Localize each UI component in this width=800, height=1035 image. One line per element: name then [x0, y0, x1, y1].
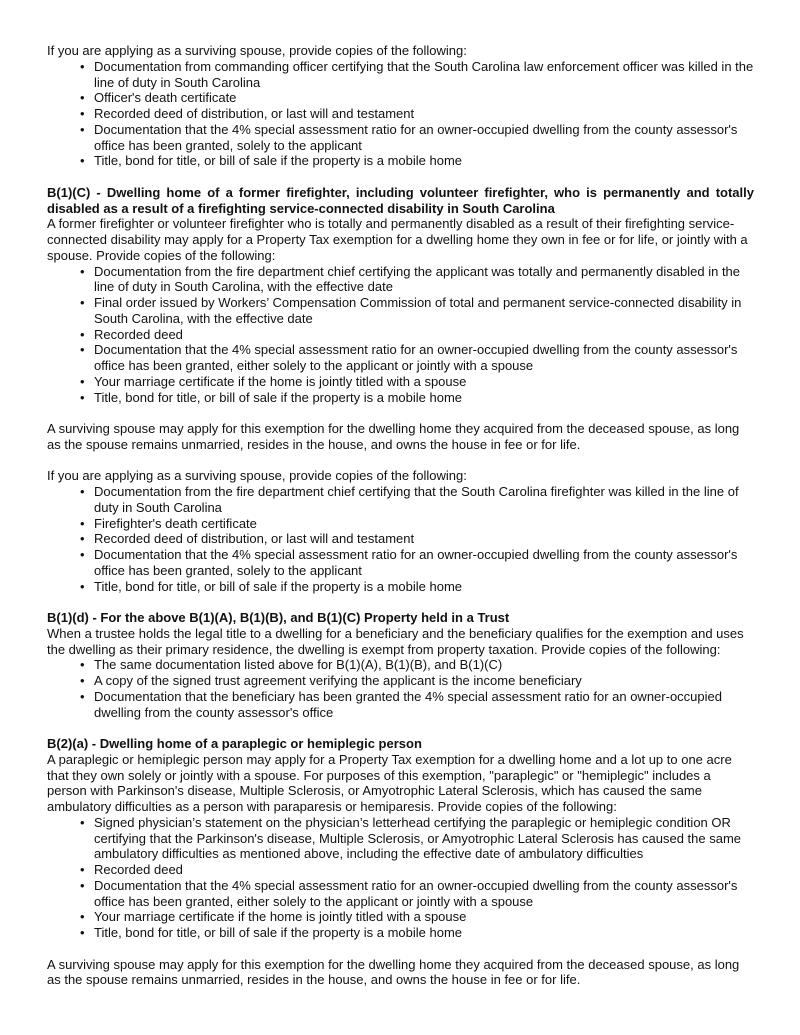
bullet-icon: • — [80, 484, 85, 499]
section-heading: B(2)(a) - Dwelling home of a paraplegic or hemiplegic person — [47, 736, 422, 751]
bullet-list — [47, 815, 754, 941]
list-item-text: Title, bond for title, or bill of sale if the property is a mobile home — [94, 925, 463, 940]
bullet-icon: • — [80, 153, 85, 169]
list-item-text: The same documentation listed above for B(1)(A), B(1)(B), and B(1)(C) — [94, 657, 503, 673]
list-item — [47, 689, 754, 721]
list-item-text: Officer's death certificate — [94, 90, 237, 106]
list-item-text: Documentation that the beneficiary has been granted the 4% special assessment ratio for an owner-occupied dwelling from the county assessor's office — [94, 688, 722, 720]
bullet-icon: • — [80, 925, 85, 940]
bullet-icon: • — [80, 877, 85, 893]
list-item — [47, 390, 754, 406]
list-item — [47, 547, 754, 579]
list-item-text: Firefighter's death certificate — [94, 515, 257, 531]
document-page — [47, 43, 754, 988]
bullet-icon: • — [80, 389, 85, 405]
list-item-text: Documentation from commanding officer certifying that the South Carolina law enforcement officer was killed in the line of duty in South Carolina — [94, 58, 754, 90]
bullet-icon: • — [80, 295, 85, 310]
list-item-text: Final order issued by Workers’ Compensation Commission of total and permanent service-connected disability in South Carolina, with the effective date — [94, 295, 742, 326]
bullet-icon: • — [80, 578, 85, 594]
list-item-text: Recorded deed — [94, 326, 183, 342]
list-item-text: Recorded deed of distribution, or last will and testament — [94, 106, 415, 121]
bullet-icon: • — [80, 373, 85, 389]
bullet-icon: • — [80, 263, 85, 279]
list-item — [47, 264, 754, 296]
list-item-text: Your marriage certificate if the home is jointly titled with a spouse — [94, 909, 467, 925]
list-item-text: Documentation that the 4% special assessment ratio for an owner-occupied dwelling from the county assessor's office has been granted, solely to the applicant — [94, 121, 738, 153]
list-item-text: Documentation from the fire department chief certifying that the South Carolina firefighter was killed in the line of duty in South Carolina — [94, 484, 739, 515]
list-item — [47, 925, 754, 941]
list-item — [47, 106, 754, 122]
section-heading: B(1)(C) - Dwelling home of a former firefighter, including volunteer firefighter, who is permanently and totally disabled as a result of a firefighting service-connected disability in South Carolina — [47, 184, 754, 216]
bullet-icon: • — [80, 342, 85, 358]
bullet-icon: • — [80, 121, 85, 137]
bullet-icon: • — [80, 909, 85, 925]
paragraph: A surviving spouse may apply for this exemption for the dwelling home they acquired from the deceased spouse, as long as the spouse remains unmarried, resides in the house, and owns the house in fee or for life. — [47, 956, 740, 988]
list-item — [47, 862, 754, 878]
bullet-list — [47, 264, 754, 406]
list-item-text: Documentation that the 4% special assessment ratio for an owner-occupied dwelling from the county assessor's office has been granted, either solely to the applicant or jointly with a spouse — [94, 342, 738, 373]
bullet-icon: • — [80, 326, 85, 342]
bullet-icon: • — [80, 106, 85, 121]
section-heading: B(1)(d) - For the above B(1)(A), B(1)(B), and B(1)(C) Property held in a Trust — [47, 610, 510, 625]
bullet-icon: • — [80, 862, 85, 877]
bullet-icon: • — [80, 547, 85, 562]
bullet-icon: • — [80, 90, 85, 106]
list-item — [47, 327, 754, 343]
bullet-list — [47, 657, 754, 720]
list-item-text: Documentation that the 4% special assessment ratio for an owner-occupied dwelling from the county assessor's office has been granted, solely to the applicant — [94, 547, 738, 578]
list-item-text: Documentation that the 4% special assessment ratio for an owner-occupied dwelling from the county assessor's office has been granted, either solely to the applicant or jointly with a spouse — [94, 877, 738, 909]
list-item — [47, 122, 754, 154]
bullet-list — [47, 484, 754, 594]
list-item — [47, 673, 754, 689]
list-item — [47, 153, 754, 169]
list-item-text: A copy of the signed trust agreement verifying the applicant is the income beneficiary — [94, 673, 582, 688]
list-item-text: Documentation from the fire department chief certifying the applicant was totally and permanently disabled in the line of duty in South Carolina, with the effective date — [94, 263, 741, 295]
list-item-text: Title, bond for title, or bill of sale if the property is a mobile home — [94, 578, 463, 594]
paragraph: When a trustee holds the legal title to a dwelling for a beneficiary and the beneficiary qualifies for the exemption and uses the dwelling as their primary residence, the dwelling is exempt from property taxation. Provide copies of the following: — [47, 625, 744, 657]
list-item-text: Your marriage certificate if the home is jointly titled with a spouse — [94, 373, 467, 389]
bullet-icon: • — [80, 515, 85, 531]
list-item — [47, 295, 754, 327]
paragraph: A paraplegic or hemiplegic person may apply for a Property Tax exemption for a dwelling home and a lot up to one acre that they own solely or jointly with a spouse. For purposes of this exemption, "paraplegic" or "hemiplegic" includes a person with Parkinson's disease, Multiple Sclerosis, or Amyotrophic Lateral Sclerosis, which has caused the same ambulatory difficulties as a person with paraparesis or hemiparesis. Provide copies of the following: — [47, 751, 732, 814]
bullet-icon: • — [80, 58, 85, 74]
bullet-icon: • — [80, 531, 85, 547]
list-item — [47, 516, 754, 532]
bullet-icon: • — [80, 814, 85, 830]
bullet-list — [47, 59, 754, 169]
list-item-text: Recorded deed of distribution, or last will and testament — [94, 531, 415, 547]
list-item — [47, 531, 754, 547]
list-item — [47, 59, 754, 91]
list-item — [47, 342, 754, 374]
list-item — [47, 815, 754, 862]
list-item-text: Recorded deed — [94, 862, 183, 877]
list-item — [47, 878, 754, 910]
paragraph: A former firefighter or volunteer firefighter who is totally and permanently disabled as a result of their firefighting service-connected disability may apply for a Property Tax exemption for a dwelling home they own in fee or for life, or jointly with a spouse. Provide copies of the following: — [47, 216, 748, 263]
list-item — [47, 484, 754, 516]
paragraph: If you are applying as a surviving spouse, provide copies of the following: — [47, 43, 467, 58]
bullet-icon: • — [80, 673, 85, 688]
list-item — [47, 909, 754, 925]
paragraph: If you are applying as a surviving spouse, provide copies of the following: — [47, 468, 467, 484]
bullet-icon: • — [80, 657, 85, 673]
list-item-text: Title, bond for title, or bill of sale if the property is a mobile home — [94, 153, 463, 169]
list-item-text: Signed physician’s statement on the physician’s letterhead certifying the paraplegic or hemiplegic condition OR certifying that the Parkinson's disease, Multiple Sclerosis, or Amyotrophic Lateral Sclerosis has caused the same ambulatory difficulties as mentioned above, including the effective date of ambulatory difficulties — [94, 814, 742, 862]
bullet-icon: • — [80, 688, 85, 704]
list-item-text: Title, bond for title, or bill of sale if the property is a mobile home — [94, 389, 463, 405]
list-item — [47, 374, 754, 390]
list-item — [47, 657, 754, 673]
paragraph: A surviving spouse may apply for this exemption for the dwelling home they acquired from the deceased spouse, as long as the spouse remains unmarried, resides in the house, and owns the house in fee or for life. — [47, 421, 740, 452]
list-item — [47, 579, 754, 595]
list-item — [47, 90, 754, 106]
